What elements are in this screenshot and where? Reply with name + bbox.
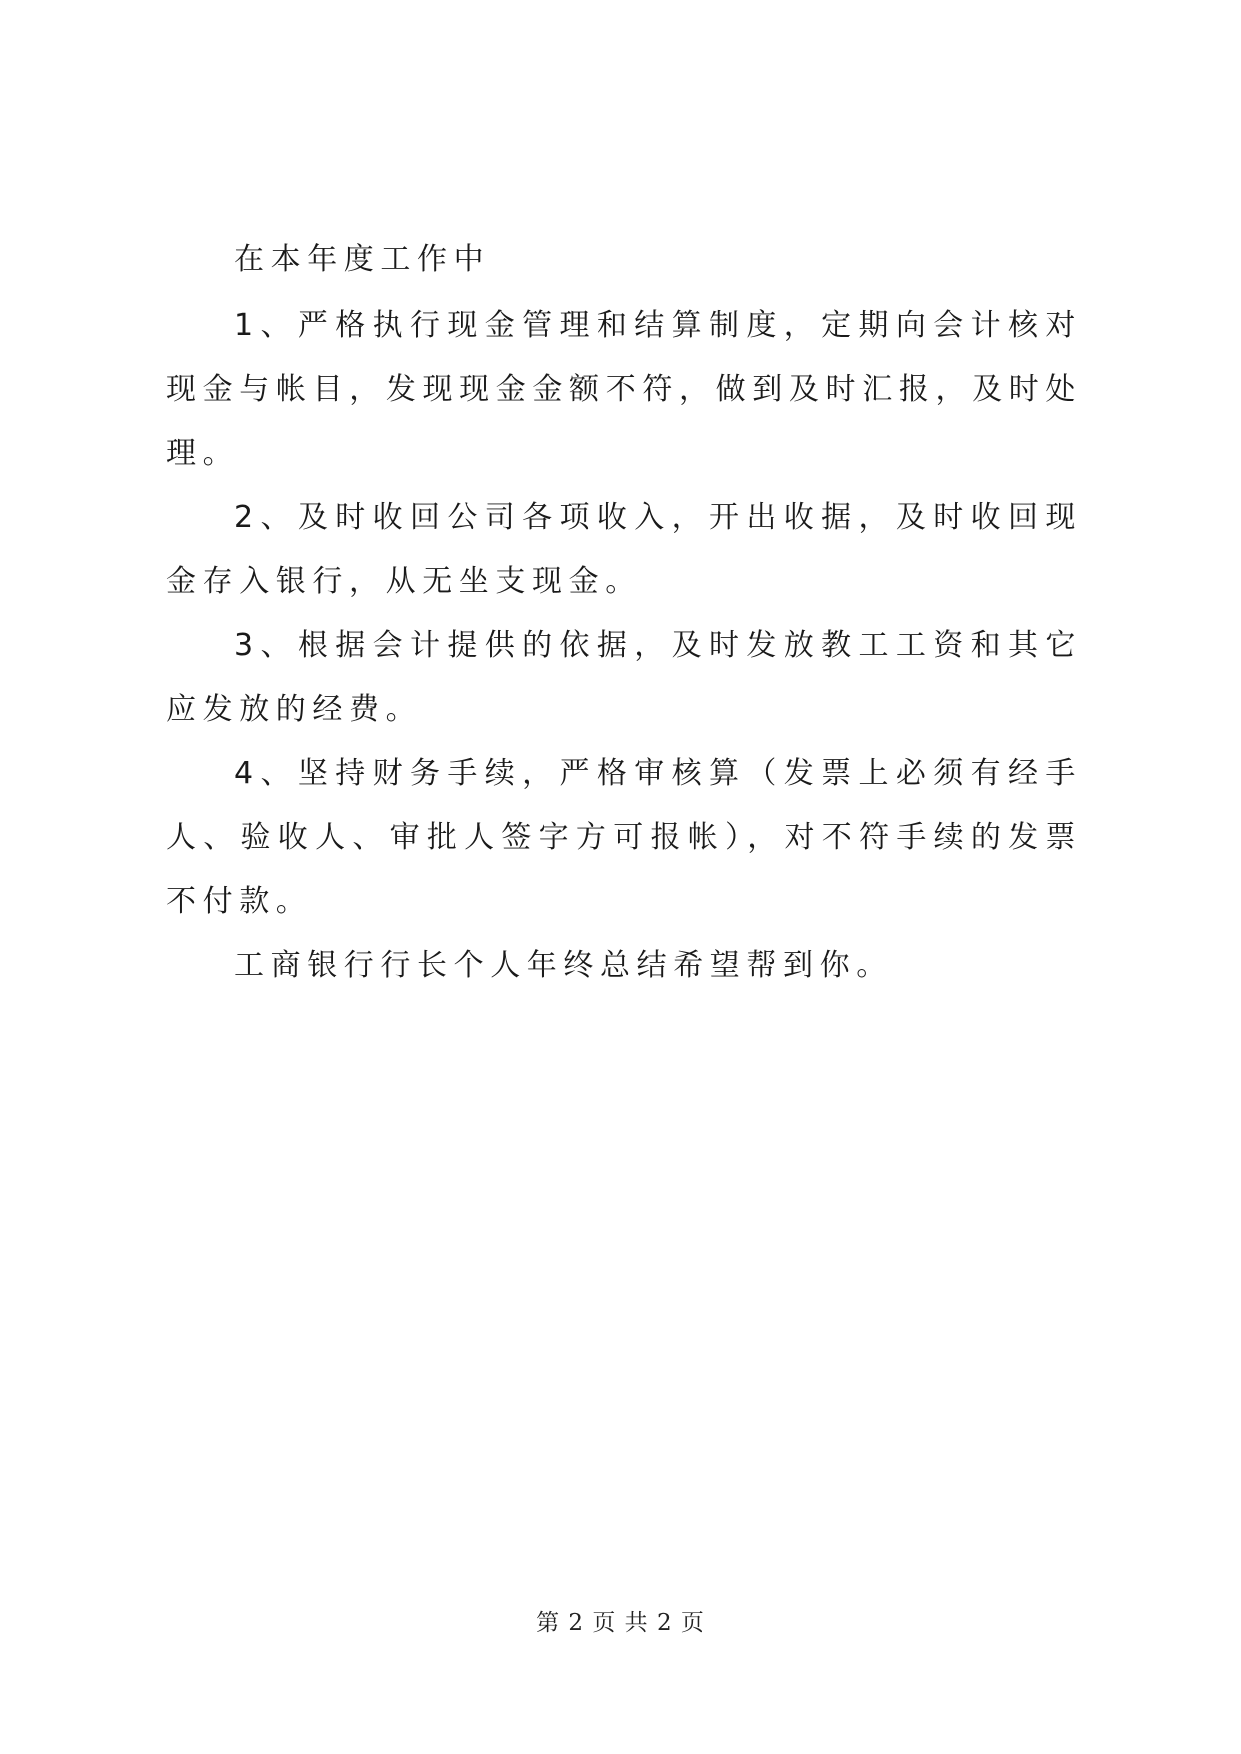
intro-paragraph: 在本年度工作中 <box>234 242 491 277</box>
page-number-footer: 第 2 页 共 2 页 <box>536 1610 705 1636</box>
closing-paragraph: 工商银行行长个人年终总结希望帮到你。 <box>234 948 893 983</box>
item-paragraph-2: 2、及时收回公司各项收入，开出收据，及时收回现金存入银行，从无坐支现金。 <box>166 500 1082 599</box>
document-body <box>166 228 1082 998</box>
item-paragraph-3: 3、根据会计提供的依据，及时发放教工工资和其它应发放的经费。 <box>166 628 1082 727</box>
item-paragraph-1: 1、严格执行现金管理和结算制度，定期向会计核对现金与帐目，发现现金金额不符，做到及时汇报，及时处理。 <box>166 308 1082 471</box>
item-paragraph-4: 4、坚持财务手续，严格审核算（发票上必须有经手人、验收人、审批人签字方可报帐），对不符手续的发票不付款。 <box>166 756 1082 919</box>
